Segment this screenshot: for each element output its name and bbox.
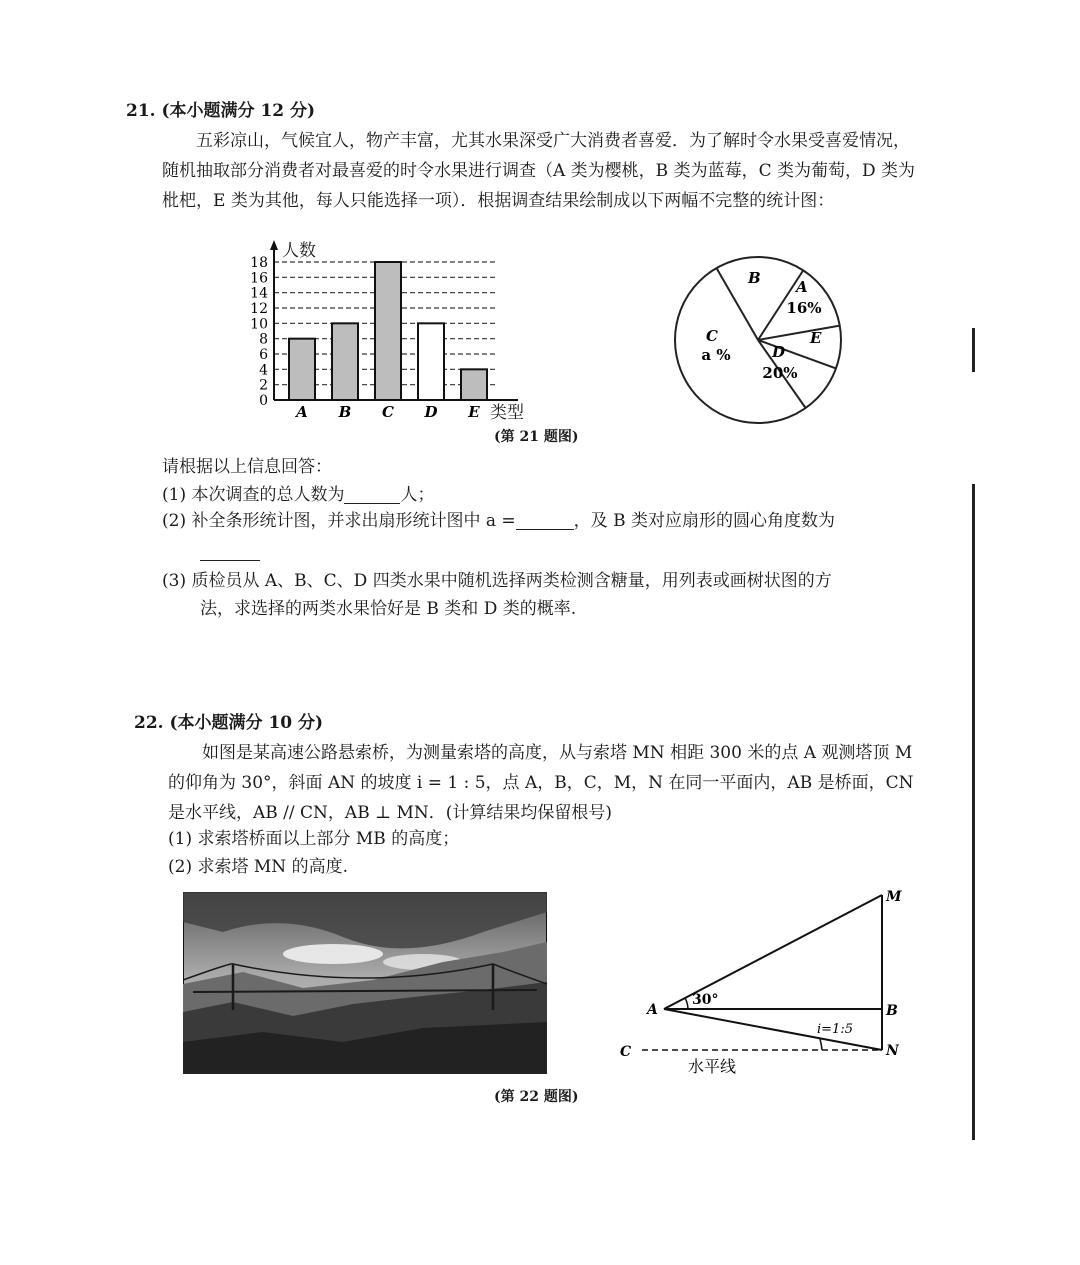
pie-label-C: C: [706, 327, 718, 345]
x-axis-label: 类型: [490, 403, 524, 423]
q22-caption: (第 22 题图): [494, 1089, 579, 1105]
bar-A: [289, 339, 315, 400]
q21-sub3-line2: 法，求选择的两类水果恰好是 B 类和 D 类的概率.: [200, 599, 577, 619]
y-tick-label: 10: [250, 316, 268, 333]
bar-B: [332, 323, 358, 400]
pie-label-B: B: [748, 269, 761, 287]
x-tick-label: C: [382, 403, 394, 421]
q22-intro: 如图是某高速公路悬索桥，为测量索塔的高度，从与索塔 MN 相距 300 米的点 A 观测塔顶 M 的仰角为 30°，斜面 AN 的坡度 i = 1 : 5，点 A，B，C，M，N 在同一平面内，AB 是桥面，CN 是水平线，AB // CN，AB ⊥ MN．(计算结果均保留根号): [168, 743, 914, 823]
label-slope: i=1:5: [817, 1022, 853, 1037]
angle-arc: [685, 998, 688, 1009]
label-C: C: [620, 1044, 632, 1060]
y-tick-label: 6: [259, 347, 268, 363]
pie-label-D: D: [772, 343, 786, 361]
answer-blank-total[interactable]: [344, 483, 400, 504]
x-tick-label: E: [468, 403, 480, 421]
bar-D: [418, 323, 444, 400]
pie-value-D: 20%: [762, 364, 798, 382]
q21-sub2: [162, 506, 835, 536]
label-horizontal: 水平线: [688, 1057, 737, 1076]
geometry-diagram: [612, 880, 912, 1080]
bar-E: [461, 369, 487, 400]
label-N: N: [886, 1043, 899, 1059]
label-M: M: [886, 889, 902, 905]
x-tick-label: A: [296, 403, 308, 421]
label-angle: 30°: [692, 992, 719, 1008]
q22-header: 22. (本小题满分 10 分): [134, 713, 324, 733]
q22-sub2: (2) 求索塔 MN 的高度.: [168, 857, 348, 877]
y-tick-label: 12: [250, 301, 268, 317]
y-tick-label: 14: [250, 285, 268, 302]
pie-label-E: E: [810, 329, 822, 347]
bar-chart: [240, 236, 540, 422]
pie-value-A: 16%: [786, 299, 822, 317]
slope-arc: [820, 1039, 822, 1050]
y-axis-arrow: [270, 240, 278, 250]
y-tick-label: 16: [250, 270, 268, 287]
answer-blank-a[interactable]: [516, 509, 574, 530]
margin-line: [972, 484, 975, 1140]
label-A: A: [647, 1002, 658, 1018]
margin-mark: [972, 328, 975, 372]
q21-sub1-text: (1) 本次调查的总人数为: [162, 485, 345, 505]
q22-sub1: (1) 求索塔桥面以上部分 MB 的高度；: [168, 829, 460, 849]
q21-sub2-rest: ，及 B 类对应扇形的圆心角度数为: [573, 511, 835, 531]
q21-intro: 五彩凉山，气候宜人，物产丰富，尤其水果深受广大消费者喜爱．为了解时令水果受喜爱情况，随机抽取部分消费者对最喜爱的时令水果进行调查（A 类为樱桃，B 类为蓝莓，C 类为葡萄，D 类为枇杷，E 类为其他，每人只能选择一项）．根据调查结果绘制成以下两幅不完整的统计图：: [162, 131, 916, 211]
y-axis-label: 人数: [282, 241, 316, 261]
q21-header: 21. (本小题满分 12 分): [126, 101, 316, 121]
x-tick-label: D: [424, 403, 438, 421]
y-tick-label: 18: [250, 255, 268, 271]
pie-label-A: A: [796, 278, 808, 296]
y-tick-label: 8: [259, 331, 268, 348]
q21-sub1-unit: 人；: [400, 485, 435, 505]
y-tick-label: 2: [259, 377, 268, 394]
pie-chart: [668, 250, 848, 430]
y-tick-label: 4: [259, 362, 268, 379]
q21-sub2-text: (2) 补全条形统计图，并求出扇形统计图中 a =: [162, 511, 516, 531]
q21-sub3-line1: (3) 质检员从 A、B、C、D 四类水果中随机选择两类检测含糖量，用列表或画树状图的方: [162, 571, 832, 591]
pie-value-C: a %: [701, 346, 731, 364]
y-tick-label: 0: [259, 393, 268, 409]
x-tick-label: B: [338, 403, 352, 421]
label-B: B: [886, 1003, 898, 1019]
bar-C: [375, 262, 401, 400]
answer-blank-angle[interactable]: [200, 542, 260, 561]
bridge-photo: [183, 892, 547, 1074]
q21-caption: (第 21 题图): [494, 429, 579, 445]
q21-prompt: 请根据以上信息回答：: [162, 457, 332, 477]
